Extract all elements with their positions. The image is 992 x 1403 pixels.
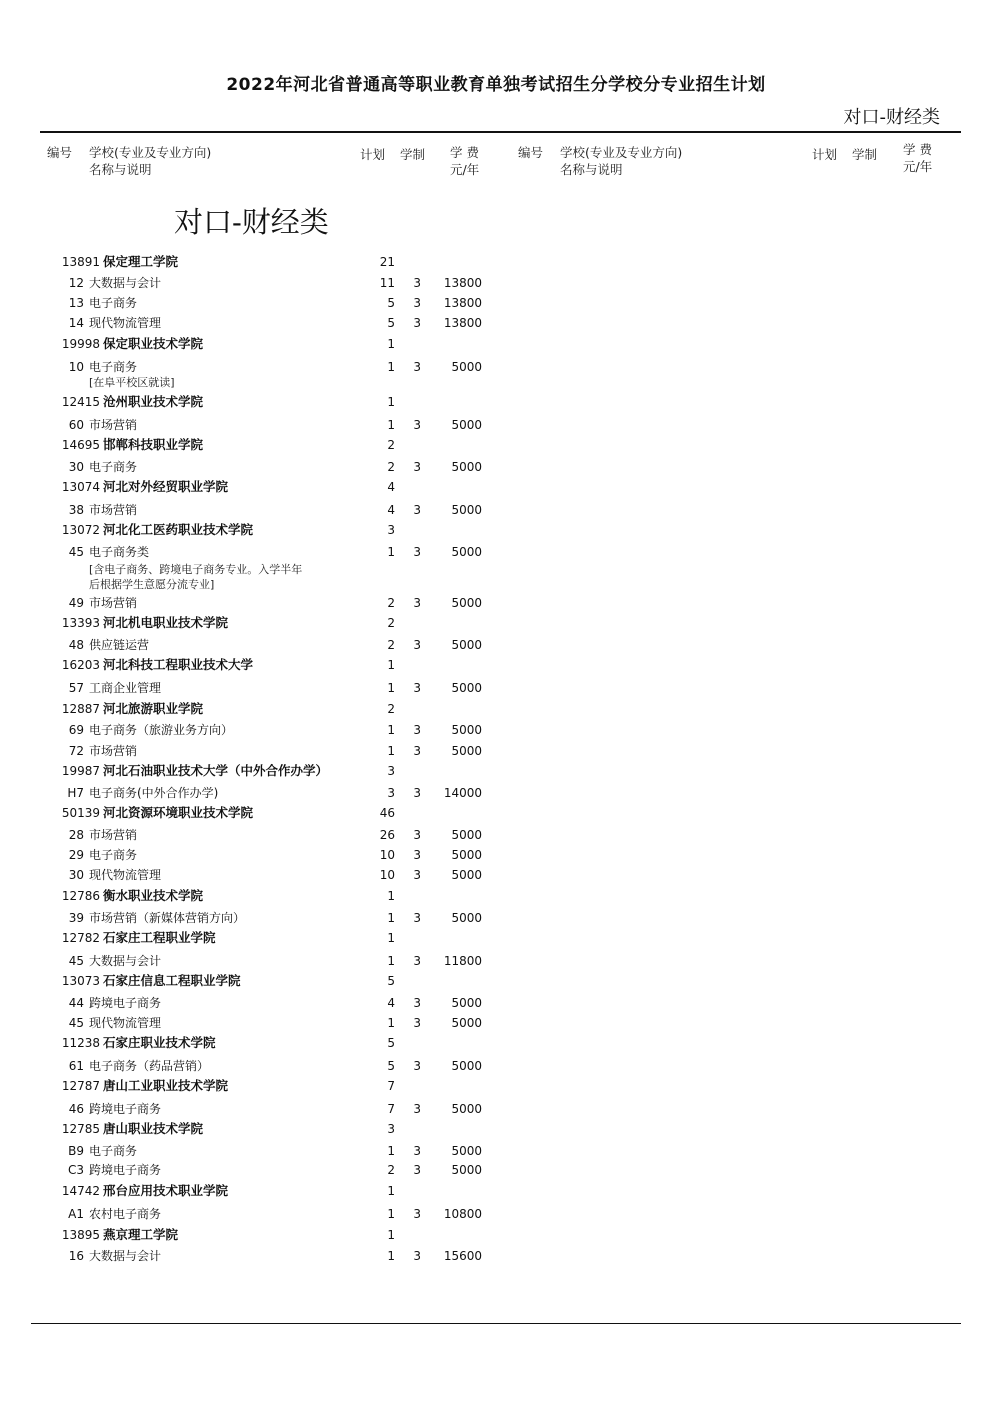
major-row: [0, 594, 992, 612]
major-row: [0, 294, 992, 312]
header-code-right: 编号: [518, 145, 544, 160]
major-plan: 10: [379, 868, 395, 882]
school-name: 河北化工医药职业技术学院: [103, 522, 254, 537]
school-plan: 5: [387, 974, 395, 988]
school-name: 邢台应用技术职业学院: [103, 1183, 229, 1198]
major-code: 45: [68, 954, 84, 968]
major-years: 3: [413, 503, 421, 517]
footer-rule: [31, 1323, 961, 1324]
major-fee: 13800: [443, 276, 482, 290]
major-name: 跨境电子商务: [89, 1102, 162, 1116]
school-plan: 2: [387, 702, 395, 716]
major-code: 39: [68, 911, 84, 925]
school-name: 河北石油职业技术大学（中外合作办学）: [103, 763, 329, 778]
school-code: 12786: [61, 889, 100, 903]
major-code: 12: [68, 276, 84, 290]
major-name: 电子商务: [89, 1144, 138, 1158]
major-name: 市场营销: [89, 744, 138, 758]
major-fee: 5000: [451, 360, 482, 374]
major-name: 供应链运营: [89, 638, 150, 652]
major-row: [0, 1205, 992, 1223]
major-years: 3: [413, 596, 421, 610]
major-plan: 1: [387, 545, 395, 559]
major-code: 13: [68, 296, 84, 310]
header-fee-line2-right: 元/年: [903, 159, 933, 174]
major-fee: 15600: [443, 1249, 482, 1263]
school-code: 50139: [61, 806, 100, 820]
major-years: 3: [413, 868, 421, 882]
major-code: 45: [68, 545, 84, 559]
major-plan: 1: [387, 744, 395, 758]
major-row: [0, 1057, 992, 1075]
major-fee: 5000: [451, 868, 482, 882]
major-plan: 1: [387, 1016, 395, 1030]
major-code: C3: [67, 1163, 84, 1177]
school-name: 河北对外经贸职业学院: [103, 479, 229, 494]
school-code: 13891: [61, 255, 100, 269]
major-code: 16: [68, 1249, 84, 1263]
school-plan: 7: [387, 1079, 395, 1093]
note-hebei-chemical-line2: 后根据学生意愿分流专业]: [89, 578, 215, 591]
major-plan: 5: [387, 1059, 395, 1073]
school-plan: 5: [387, 1036, 395, 1050]
header-plan: 计划: [360, 147, 386, 162]
school-row: [0, 804, 992, 822]
major-code: B9: [68, 1144, 84, 1158]
major-row: [0, 458, 992, 476]
school-plan: 4: [387, 480, 395, 494]
major-plan: 7: [387, 1102, 395, 1116]
major-fee: 5000: [451, 1163, 482, 1177]
major-plan: 5: [387, 296, 395, 310]
header-rule: [40, 131, 961, 133]
header-fee-line1: 学 费: [450, 145, 479, 160]
school-plan: 1: [387, 1228, 395, 1242]
school-plan: 1: [387, 931, 395, 945]
major-fee: 5000: [451, 418, 482, 432]
major-row: [0, 679, 992, 697]
major-fee: 5000: [451, 723, 482, 737]
major-fee: 10800: [443, 1207, 482, 1221]
major-code: 48: [68, 638, 84, 652]
major-name: 电子商务（旅游业务方向）: [89, 723, 234, 737]
major-code: 29: [68, 848, 84, 862]
major-plan: 26: [379, 828, 395, 842]
major-years: 3: [413, 848, 421, 862]
major-years: 3: [413, 1102, 421, 1116]
major-code: 30: [68, 868, 84, 882]
header-plan-right: 计划: [812, 147, 838, 162]
major-name: 电子商务: [89, 360, 138, 374]
school-row: [0, 1120, 992, 1138]
major-plan: 1: [387, 418, 395, 432]
major-row: [0, 358, 992, 376]
major-name: 现代物流管理: [89, 868, 162, 882]
major-plan: 2: [387, 460, 395, 474]
major-plan: 2: [387, 596, 395, 610]
major-code: 60: [68, 418, 84, 432]
major-code: 14: [68, 316, 84, 330]
major-row: [0, 742, 992, 760]
school-row: [0, 887, 992, 905]
school-code: 12787: [61, 1079, 100, 1093]
major-row: [0, 784, 992, 802]
school-row: [0, 929, 992, 947]
school-plan: 1: [387, 658, 395, 672]
major-name: 跨境电子商务: [89, 1163, 162, 1177]
major-row: [0, 866, 992, 884]
school-plan: 2: [387, 616, 395, 630]
major-fee: 5000: [451, 911, 482, 925]
school-row: [0, 700, 992, 718]
major-row: [0, 314, 992, 332]
major-code: 30: [68, 460, 84, 474]
school-row: [0, 253, 992, 271]
school-name: 河北资源环境职业技术学院: [103, 805, 254, 820]
header-years-right: 学制: [852, 147, 878, 162]
major-name: 现代物流管理: [89, 1016, 162, 1030]
school-code: 13393: [61, 616, 100, 630]
school-name: 石家庄职业技术学院: [103, 1035, 216, 1050]
header-school-line2: 名称与说明: [89, 162, 152, 177]
school-code: 13073: [61, 974, 100, 988]
school-name: 唐山职业技术学院: [103, 1121, 204, 1136]
school-row: [0, 1226, 992, 1244]
major-code: 46: [68, 1102, 84, 1116]
major-fee: 5000: [451, 596, 482, 610]
major-row: [0, 952, 992, 970]
major-plan: 1: [387, 723, 395, 737]
major-fee: 13800: [443, 316, 482, 330]
major-row: [0, 1161, 992, 1179]
school-name: 河北机电职业技术学院: [103, 615, 229, 630]
header-school-line1-right: 学校(专业及专业方向): [560, 145, 683, 160]
major-years: 3: [413, 828, 421, 842]
major-fee: 5000: [451, 1059, 482, 1073]
major-years: 3: [413, 1163, 421, 1177]
school-plan: 3: [387, 764, 395, 778]
school-row: [0, 393, 992, 411]
major-row: [0, 274, 992, 292]
major-row: [0, 1247, 992, 1265]
major-plan: 5: [387, 316, 395, 330]
header-school-line2-right: 名称与说明: [560, 162, 623, 177]
major-years: 3: [413, 418, 421, 432]
major-fee: 13800: [443, 296, 482, 310]
major-name: 跨境电子商务: [89, 996, 162, 1010]
major-plan: 3: [387, 786, 395, 800]
major-code: 38: [68, 503, 84, 517]
major-code: 45: [68, 1016, 84, 1030]
header-years: 学制: [400, 147, 426, 162]
school-name: 保定理工学院: [103, 254, 179, 269]
major-years: 3: [413, 545, 421, 559]
school-name: 唐山工业职业技术学院: [103, 1078, 229, 1093]
category-tag: 对口-财经类: [843, 107, 940, 128]
school-code: 13072: [61, 523, 100, 537]
major-years: 3: [413, 638, 421, 652]
school-row: [0, 762, 992, 780]
major-code: 61: [68, 1059, 84, 1073]
major-years: 3: [413, 786, 421, 800]
major-row: [0, 909, 992, 927]
school-name: 河北旅游职业学院: [103, 701, 204, 716]
major-years: 3: [413, 460, 421, 474]
major-name: 市场营销: [89, 503, 138, 517]
major-years: 3: [413, 276, 421, 290]
school-code: 12785: [61, 1122, 100, 1136]
major-row: [0, 826, 992, 844]
note-baoding-campus: [在阜平校区就读]: [89, 376, 175, 389]
major-plan: 2: [387, 638, 395, 652]
major-name: 电子商务: [89, 296, 138, 310]
major-years: 3: [413, 1207, 421, 1221]
school-code: 13074: [61, 480, 100, 494]
major-code: H7: [67, 786, 84, 800]
school-row: [0, 478, 992, 496]
major-fee: 5000: [451, 1016, 482, 1030]
major-plan: 4: [387, 996, 395, 1010]
major-row: [0, 543, 992, 561]
major-row: [0, 846, 992, 864]
major-row: [0, 1100, 992, 1118]
major-code: 69: [68, 723, 84, 737]
major-row: [0, 1014, 992, 1032]
school-code: 14742: [61, 1184, 100, 1198]
school-row: [0, 656, 992, 674]
school-code: 12887: [61, 702, 100, 716]
school-row: [0, 335, 992, 353]
major-years: 3: [413, 296, 421, 310]
school-plan: 1: [387, 395, 395, 409]
major-years: 3: [413, 996, 421, 1010]
major-fee: 5000: [451, 638, 482, 652]
major-plan: 1: [387, 911, 395, 925]
major-years: 3: [413, 954, 421, 968]
major-fee: 5000: [451, 503, 482, 517]
major-plan: 4: [387, 503, 395, 517]
major-name: 电子商务（药品营销）: [89, 1059, 210, 1073]
major-fee: 5000: [451, 460, 482, 474]
major-code: 49: [68, 596, 84, 610]
major-years: 3: [413, 360, 421, 374]
major-fee: 5000: [451, 828, 482, 842]
school-plan: 2: [387, 438, 395, 452]
major-name: 大数据与会计: [89, 276, 162, 290]
major-years: 3: [413, 911, 421, 925]
major-code: 10: [68, 360, 84, 374]
major-name: 电子商务类: [89, 545, 150, 559]
school-row: [0, 614, 992, 632]
school-plan: 46: [379, 806, 395, 820]
major-years: 3: [413, 1016, 421, 1030]
major-name: 市场营销: [89, 828, 138, 842]
major-fee: 5000: [451, 744, 482, 758]
major-fee: 5000: [451, 848, 482, 862]
major-row: [0, 501, 992, 519]
school-row: [0, 436, 992, 454]
major-years: 3: [413, 1249, 421, 1263]
school-code: 19987: [61, 764, 100, 778]
major-row: [0, 721, 992, 739]
major-plan: 1: [387, 1144, 395, 1158]
major-plan: 10: [379, 848, 395, 862]
school-row: [0, 521, 992, 539]
school-plan: 1: [387, 1184, 395, 1198]
major-plan: 1: [387, 954, 395, 968]
school-name: 石家庄信息工程职业学院: [103, 973, 241, 988]
major-years: 3: [413, 1144, 421, 1158]
major-name: 农村电子商务: [89, 1207, 162, 1221]
school-plan: 1: [387, 889, 395, 903]
school-row: [0, 1034, 992, 1052]
header-fee-line1-right: 学 费: [903, 142, 932, 157]
major-name: 现代物流管理: [89, 316, 162, 330]
school-code: 16203: [61, 658, 100, 672]
school-name: 衡水职业技术学院: [103, 888, 204, 903]
major-years: 3: [413, 744, 421, 758]
school-code: 11238: [61, 1036, 100, 1050]
major-code: 28: [68, 828, 84, 842]
major-row: [0, 636, 992, 654]
major-fee: 5000: [451, 1102, 482, 1116]
major-fee: 5000: [451, 996, 482, 1010]
major-code: A1: [68, 1207, 84, 1221]
major-fee: 14000: [443, 786, 482, 800]
major-name: 大数据与会计: [89, 1249, 162, 1263]
school-row: [0, 1182, 992, 1200]
major-plan: 2: [387, 1163, 395, 1177]
major-years: 3: [413, 681, 421, 695]
school-name: 保定职业技术学院: [103, 336, 204, 351]
school-name: 沧州职业技术学院: [103, 394, 204, 409]
school-row: [0, 1077, 992, 1095]
school-code: 19998: [61, 337, 100, 351]
major-name: 电子商务: [89, 460, 138, 474]
major-plan: 1: [387, 1249, 395, 1263]
school-code: 12415: [61, 395, 100, 409]
major-name: 市场营销（新媒体营销方向）: [89, 911, 246, 925]
major-years: 3: [413, 723, 421, 737]
note-hebei-chemical-line1: [含电子商务、跨境电子商务专业。入学半年: [89, 563, 303, 576]
major-row: [0, 416, 992, 434]
school-plan: 21: [379, 255, 395, 269]
major-name: 大数据与会计: [89, 954, 162, 968]
school-code: 14695: [61, 438, 100, 452]
school-plan: 1: [387, 337, 395, 351]
school-name: 邯郸科技职业学院: [103, 437, 204, 452]
major-fee: 5000: [451, 545, 482, 559]
school-plan: 3: [387, 1122, 395, 1136]
header-school-line1: 学校(专业及专业方向): [89, 145, 212, 160]
school-name: 石家庄工程职业学院: [103, 930, 216, 945]
major-years: 3: [413, 316, 421, 330]
school-code: 12782: [61, 931, 100, 945]
school-plan: 3: [387, 523, 395, 537]
major-code: 57: [68, 681, 84, 695]
school-name: 河北科技工程职业技术大学: [103, 657, 254, 672]
major-name: 电子商务(中外合作办学): [89, 786, 219, 800]
major-years: 3: [413, 1059, 421, 1073]
major-fee: 5000: [451, 1144, 482, 1158]
major-plan: 1: [387, 360, 395, 374]
major-name: 市场营销: [89, 596, 138, 610]
major-fee: 11800: [443, 954, 482, 968]
major-name: 工商企业管理: [89, 681, 162, 695]
major-plan: 1: [387, 681, 395, 695]
major-fee: 5000: [451, 681, 482, 695]
major-plan: 1: [387, 1207, 395, 1221]
major-code: 72: [68, 744, 84, 758]
major-code: 44: [68, 996, 84, 1010]
major-name: 电子商务: [89, 848, 138, 862]
major-row: [0, 1142, 992, 1160]
section-heading: 对口-财经类: [174, 205, 329, 239]
header-fee-line2: 元/年: [450, 162, 480, 177]
major-name: 市场营销: [89, 418, 138, 432]
document-title: 2022年河北省普通高等职业教育单独考试招生分学校分专业招生计划: [226, 75, 766, 95]
header-code: 编号: [47, 145, 73, 160]
major-row: [0, 994, 992, 1012]
school-code: 13895: [61, 1228, 100, 1242]
major-plan: 11: [379, 276, 395, 290]
school-name: 燕京理工学院: [103, 1227, 179, 1242]
school-row: [0, 972, 992, 990]
